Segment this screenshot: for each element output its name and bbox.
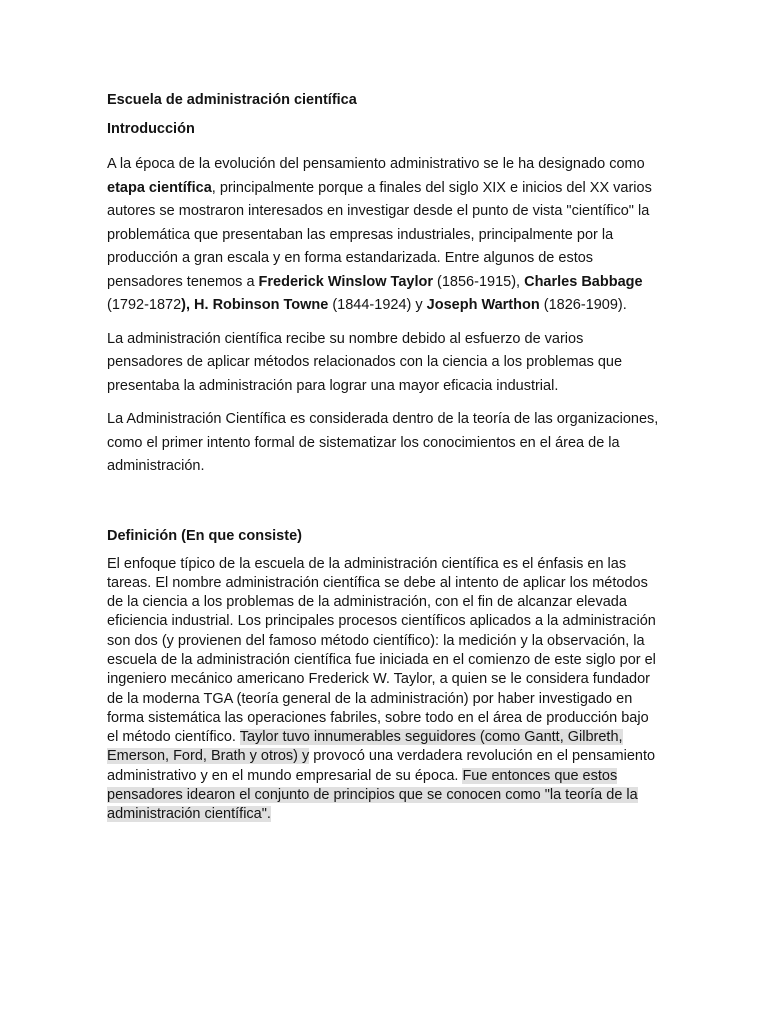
bold-text: etapa científica xyxy=(107,179,212,196)
intro-paragraph-1 xyxy=(107,153,662,318)
text-run: provocó una verdadera revolución en el pensamiento administrativo y en el mundo empresarial de su época. xyxy=(107,748,656,784)
bold-text: Joseph Warthon xyxy=(426,297,540,313)
bold-text: ), H. Robinson Towne xyxy=(181,297,329,313)
text-run: (1844-1924) y xyxy=(328,297,427,313)
text-run: (1792-1872 xyxy=(107,297,182,313)
text-run: (1856-1915), xyxy=(433,273,525,290)
text-run: (1826-1909). xyxy=(539,297,627,313)
text-run: El enfoque típico de la escuela de la administración científica es el énfasis en las tareas. El nombre administración científica se debe al intento de aplicar los métodos de la ciencia a los problemas de la administración, con el fin de alcanzar elevada eficiencia industrial. Los principales procesos científicos aplicados a la administración son dos (y provienen del famoso método científico): la medición y la observación, la escuela de la administración científica fue iniciada en el comienzo de este siglo por el ingeniero mecánico americano Frederick W. Taylor, a quien se le considera fundador de la moderna TGA (teoría general de la administración) por haber investigado en forma sistemática las operaciones fabriles, sobre todo en el área de producción bajo el método científico. xyxy=(107,555,656,746)
definition-heading: Definición (En que consiste) xyxy=(107,527,302,544)
intro-paragraph-3: La Administración Científica es considerada dentro de la teoría de las organizaciones, como el primer intento formal de sistematizar los conocimientos en el área de la administración. xyxy=(107,411,659,474)
intro-heading: Introducción xyxy=(107,121,195,137)
document-page xyxy=(107,91,662,825)
definition-paragraph xyxy=(107,555,662,825)
text-run: A la época de la evolución del pensamiento administrativo se le ha designado como xyxy=(107,156,645,172)
document-title: Escuela de administración científica xyxy=(107,92,357,108)
bold-text: Frederick Winslow Taylor xyxy=(258,273,433,290)
highlighted-text: Fue entonces que estos pensadores idearon el conjunto de principios que se conocen como "la teoría de la administración científica". xyxy=(107,767,638,823)
text-run: , principalmente porque a finales del siglo XIX e inicios del XX varios autores se mostraron interesados en investigar desde el punto de vista "científico" la problemática que presentaban las empresas industriales, principalmente por la producción a gran escala y en forma estandarizada. Entre algunos de estos pensadores tenemos a xyxy=(107,179,652,290)
bold-text: Charles Babbage xyxy=(524,273,643,290)
highlighted-text: Taylor tuvo innumerables seguidores (como Gantt, Gilbreth, Emerson, Ford, Brath y otros) y xyxy=(107,729,623,765)
intro-paragraph-2: La administración científica recibe su nombre debido al esfuerzo de varios pensadores de aplicar métodos relacionados con la ciencia a los problemas que presentaba la administración para lograr una mayor eficacia industrial. xyxy=(107,330,623,394)
